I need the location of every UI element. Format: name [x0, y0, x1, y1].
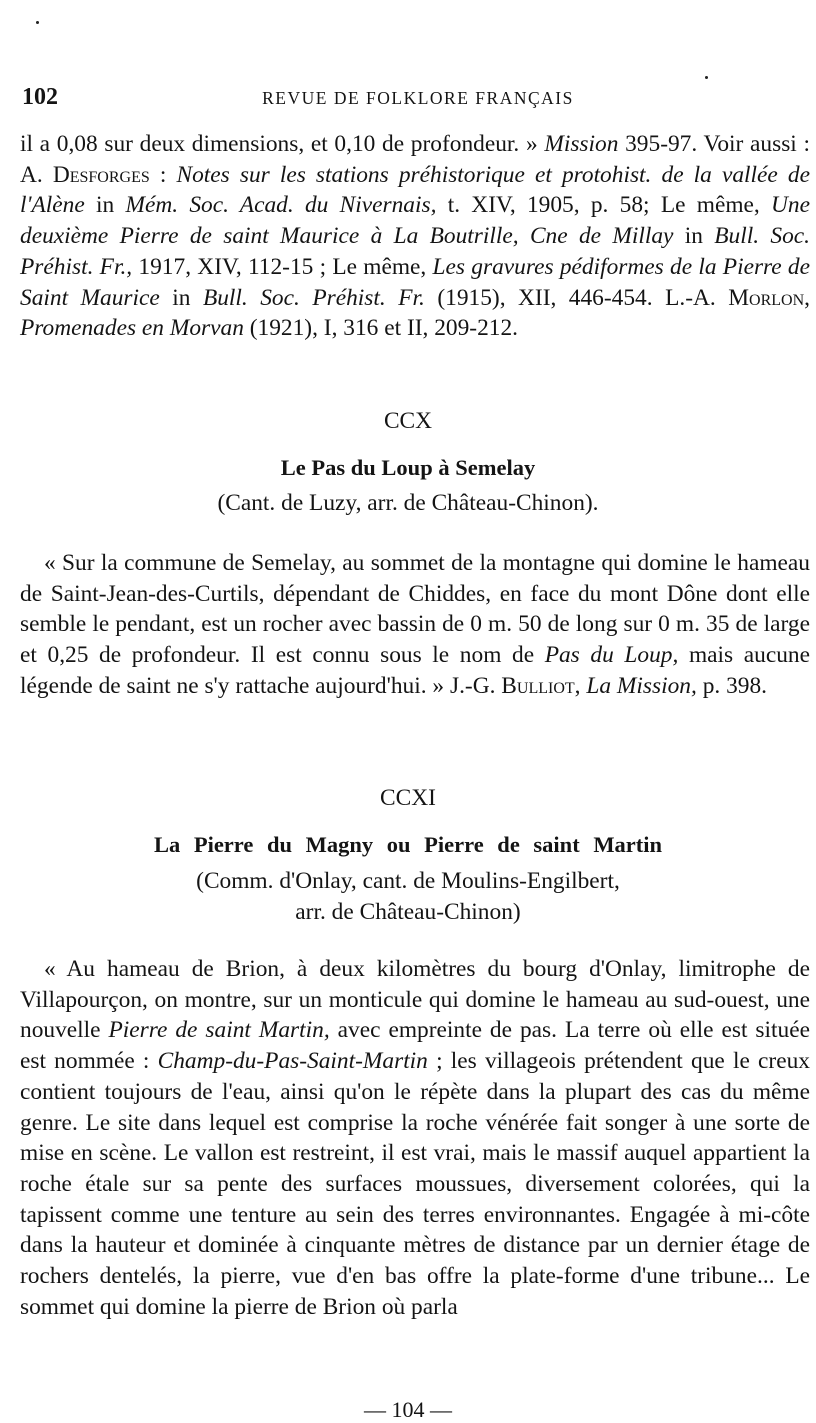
speck-mark	[705, 76, 708, 79]
running-title: REVUE DE FOLKLORE FRANÇAIS	[262, 88, 574, 108]
section-subtitle-location: (Comm. d'Onlay, cant. de Moulins-Engilbert, arr. de Château-Chinon)	[196, 868, 620, 925]
section-subtitle-location: (Cant. de Luzy, arr. de Château-Chinon).	[217, 490, 599, 516]
header-page-number: 102	[22, 84, 58, 110]
page-folio: — 104 —	[364, 1397, 452, 1422]
section-number-ccxi: CCXI	[380, 785, 436, 811]
continuation-paragraph: il a 0,08 sur deux dimensions, et 0,10 de profondeur. » Mission 395-97. Voir aussi : A. Desforges : Notes sur les stations préhistorique et protohist. de la vallée de l'Alène in Mém. Soc. Acad. du Nivernais, t. XIV, 1905, p. 58; Le même, Une deuxième Pierre de saint Maurice à La Boutrille, Cne de Millay in Bull. Soc. Préhist. Fr., 1917, XIV, 112-15 ; Le même, Les gravures pédiformes de la Pierre de Saint Maurice in Bull. Soc. Préhist. Fr. (1915), XII, 446-454. L.-A. Morlon, Promenades en Morvan (1921), I, 316 et II, 209-212.	[20, 131, 811, 342]
section-title-pas-du-loup: Le Pas du Loup à Semelay	[280, 455, 536, 480]
section-number-ccx: CCX	[383, 408, 433, 434]
page-header	[20, 84, 816, 118]
section-title-pierre-du-magny: La Pierre du Magny ou Pierre de saint Martin	[153, 832, 663, 857]
speck-mark	[36, 21, 39, 24]
paragraph-brion: « Au hameau de Brion, à deux kilomètres du bourg d'Onlay, limitrophe de Villapourçon, on montre, sur un monticule qui domine le hameau au sud-ouest, une nouvelle Pierre de saint Martin, avec empreinte de pas. La terre où elle est située est nommée : Champ-du-Pas-Saint-Martin ; les villageois prétendent que le creux contient toujours de l'eau, ainsi qu'on le répète dans la plupart des cas du même genre. Le site dans lequel est comprise la roche vénérée fait songer à une sorte de mise en scène. Le vallon est restreint, il est vrai, mais le massif auquel appartient la roche étale sur sa pente des surfaces moussues, diversement colorées, qui la tapissent comme une tenture au sein des terres environnantes. Engagée à mi-côte dans la hauteur et dominée à cinquante mètres de distance par un dernier étage de rochers dentelés, la pierre, vue d'en bas offre la plate-forme d'une tribune... Le sommet qui domine la pierre de Brion où parla	[20, 956, 810, 1320]
paragraph-semelay: « Sur la commune de Semelay, au sommet de la montagne qui domine le hameau de Saint-Jean-des-Curtils, dépendant de Chiddes, en face du mont Dône dont elle semble le pendant, est un rocher avec bassin de 0 m. 50 de long sur 0 m. 35 de large et 0,25 de profondeur. Il est connu sous le nom de Pas du Loup, mais aucune légende de saint ne s'y rattache aujourd'hui. » J.-G. Bulliot, La Mission, p. 398.	[20, 550, 810, 699]
